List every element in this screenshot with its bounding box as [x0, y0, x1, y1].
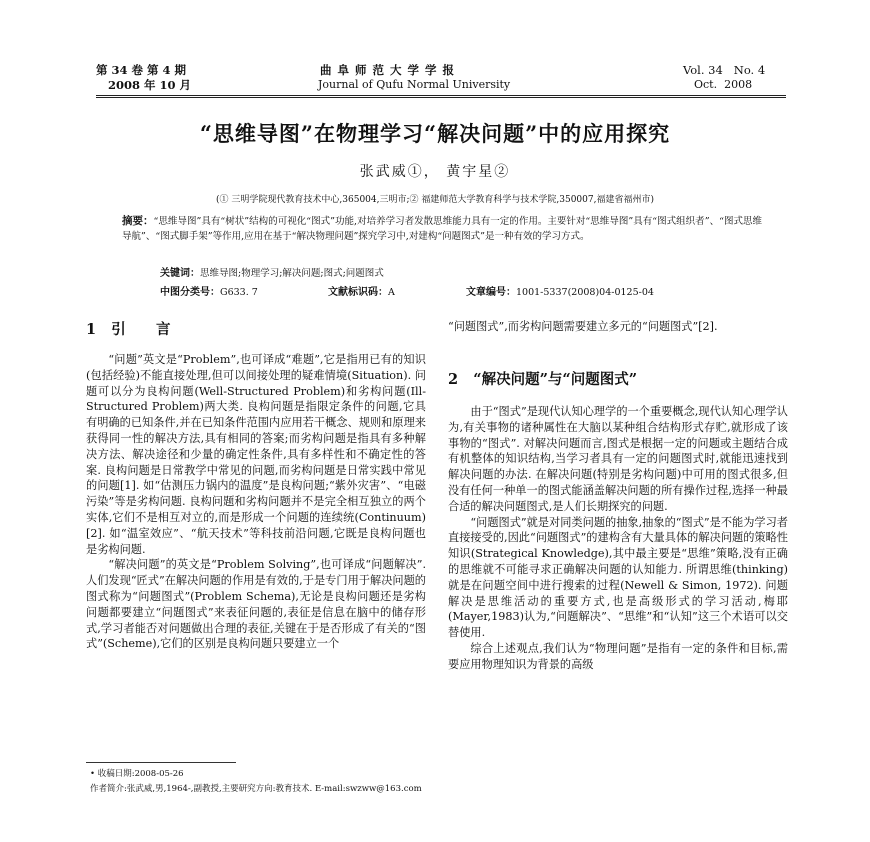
doc-label: 文献标识码： [328, 287, 388, 298]
header-rule [96, 95, 786, 96]
footnote-received: • 收稿日期:2008-05-26 [90, 769, 184, 779]
paragraph: 由于“图式”是现代认知心理学的一个重要概念,现代认知心理学认为,有关事物的诸种属性在大脑以某种组合结构形式存贮,就形成了该事物的“图式”. 对解决问题而言,图式是根据一定的问题或主题结合成有机整体的知识结构,当学习者具有一定的问题图式时,就能迅速找到解决问题的办法. 在解决问题(特别是劣构问题)中可用的图式很多,但没有任何一种单一的图式能涵盖解决问题的所有操作过程,选择一种最合适的解决问题图式,是人们长期探究的问题. [448, 405, 788, 513]
clc-label: 中图分类号： [160, 287, 220, 298]
abstract-text: “思维导图”具有“树状”结构的可视化“图式”功能,对培养学习者发散思维能力具有一定的作用。主要针对“思维导图”具有“图式组织者”、“图式思维导航”、“图式脚手架”等作用,应用在基于“解决物理问题”探究学习中,对建构“问题图式”是一种有效的学习方式。 [122, 216, 762, 242]
paper-affiliation: (① 三明学院现代教育技术中心,365004,三明市;② 福建师范大学教育科学与技术学院,350007,福建省福州市) [216, 195, 654, 205]
right-column-top [448, 319, 788, 335]
footnote-rule [86, 762, 236, 763]
abstract-label: 摘要： [122, 215, 154, 227]
header-volume-en: Vol. 34 No. 4 [683, 63, 766, 77]
clc-number [160, 283, 258, 298]
header-volume-cn: 第 34 卷 第 4 期 [96, 63, 187, 77]
keywords-text: 思维导图;物理学习;解决问题;图式;问题图式 [200, 268, 384, 279]
paper-authors: 张武威①， 黄宇星② [359, 164, 511, 180]
clc-value: G633. 7 [220, 287, 258, 298]
doc-code [328, 283, 395, 298]
paragraph: 综合上述观点,我们认为“物理问题”是指有一定的条件和目标,需要应用物理知识为背景的高级 [448, 641, 788, 671]
paragraph: “问题图式”就是对同类问题的抽象,抽象的“图式”是不能为学习者直接接受的,因此“问题图式”的建构含有大量具体的解决问题的策略性知识(Strategical Knowledge),其中最主要是“思维”策略,没有正确的思维就不可能寻求正确解决问题的认知能力. 所谓思维(thinking)就是在问题空间中进行搜索的过程(Newell & Simon, 1972). 问题解决是思维活动的重要方式,也是高级形式的学习活动,梅耶(Mayer,1983)认为,“问题解决”、“思维”和“认知”这三个术语可以交替使用. [448, 515, 788, 640]
keywords [160, 264, 384, 279]
header-rule-double [96, 97, 786, 98]
article-label: 文章编号： [466, 287, 516, 298]
doc-value: A [388, 287, 395, 298]
header-date-en: Oct. 2008 [694, 78, 753, 91]
header-journal-cn: 曲 阜 师 范 大 学 学 报 [320, 63, 456, 77]
right-column [448, 404, 788, 673]
left-column [86, 352, 426, 652]
article-value: 1001-5337(2008)04-0125-04 [516, 287, 654, 298]
header-journal-en: Journal of Qufu Normal University [318, 78, 511, 91]
abstract [122, 214, 762, 244]
header-date-cn: 2008 年 10 月 [108, 78, 192, 92]
paragraph: “问题”英文是“Problem”,也可译成“难题”,它是指用已有的知识(包括经验)不能直接处理,但可以间接处理的疑难情境(Situation). 问题可以分为良构问题(Well-Structured Problem)和劣构问题(Ill-Structured Problem)两大类. 良构问题是指限定条件的问题,它具有明确的已知条件,并在已知条件范围内应用若干概念、规则和原理来获得同一性的解决方法,具有相同的答案;而劣构问题是指具有多种解决方法、解决途径和少量的确定性条件,具有多样性和不确定性的答案. 良构问题是日常教学中常见的问题,而劣构问题是日常实践中常见的问题[1]. 如“估测压力锅内的温度”是良构问题;“紫外灾害”、“电磁污染”等是劣构问题. 良构问题和劣构问题并不是完全相互独立的两个实体,它们不是相互对立的,而是形成一个问题的连续统(Continuum)[2]. 如“温室效应”、“航天技术”等科技前沿问题,它既是良构问题也是劣构问题. [86, 353, 426, 556]
paragraph: “解决问题”的英文是“Problem Solving”,也可译成“问题解决”. 人们发现“匠式”在解决问题的作用是有效的,于是专门用于解决问题的图式称为“问题图式”(Problem Schema),无论是良构问题还是劣构问题都要建立“问题图式”来表征问题的,表征是信息在脑中的储存形式,学习者能否对问题做出合理的表征,关键在于是否形成了有关的“图式”(Scheme),它们的区别是良构问题只要建立一个 [86, 558, 426, 651]
paper-title: “思维导图”在物理学习“解决问题”中的应用探究 [199, 121, 671, 146]
section-1-heading: 1 引 言 [86, 321, 171, 338]
paragraph: “问题图式”,而劣构问题需要建立多元的“问题图式”[2]. [448, 320, 718, 333]
article-number [466, 283, 654, 298]
section-2-heading: 2 “解决问题”与“问题图式” [448, 371, 638, 388]
keywords-label: 关键词： [160, 268, 200, 279]
footnote-author-info: 作者简介:张武威,男,1964-,副教授,主要研究方向:教育技术. E-mail:swzww@163.com [90, 784, 422, 794]
